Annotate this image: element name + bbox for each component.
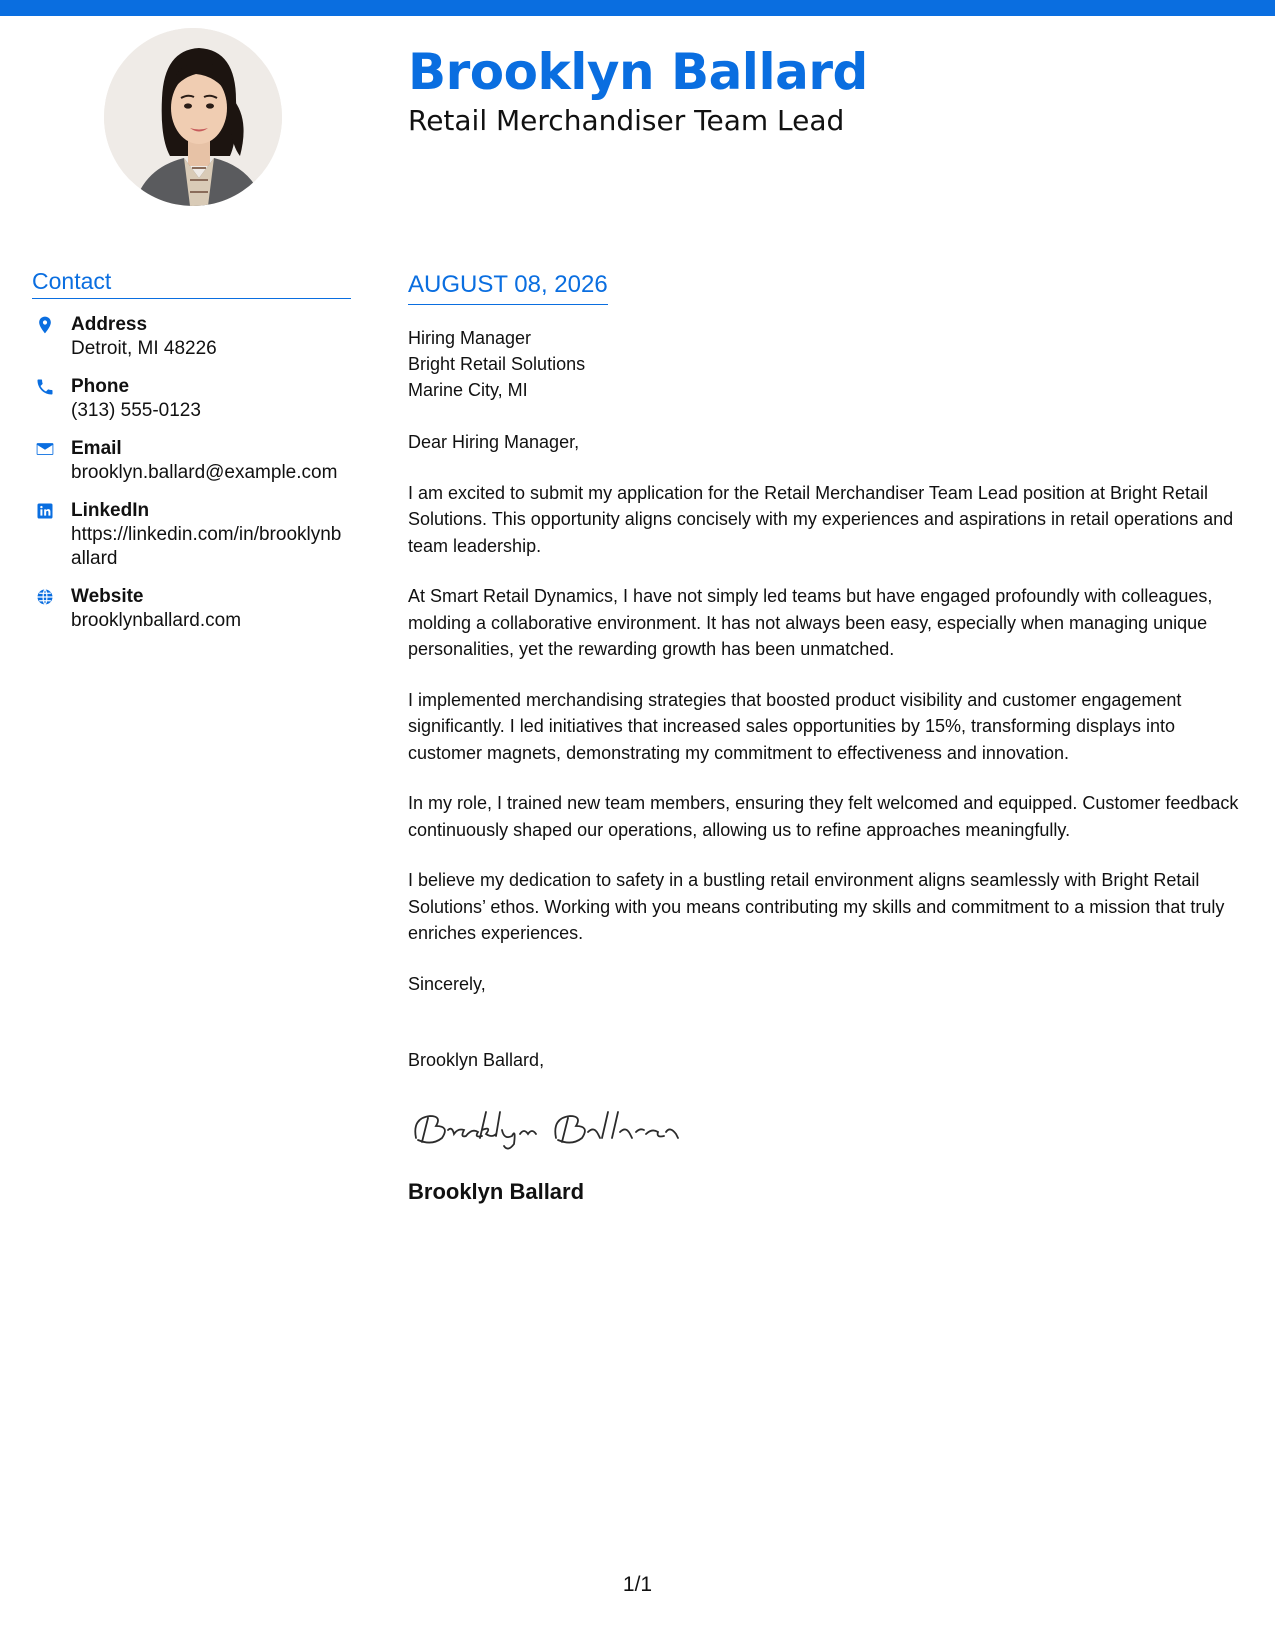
closing: Sincerely, [408, 973, 486, 994]
address-value: Detroit, MI 48226 [71, 338, 217, 359]
letter-paragraph: In my role, I trained new team members, ensuring they felt welcomed and equipped. Customer feedback continuously shaped our operations, allowing us to refine approaches meaningfully. [408, 793, 1239, 840]
email-value[interactable]: brooklyn.ballard@example.com [71, 462, 338, 483]
contact-label: Phone [71, 376, 130, 397]
phone-value[interactable]: (313) 555-0123 [71, 400, 201, 421]
letter-paragraph: I believe my dedication to safety in a bustling retail environment aligns seamlessly with Bright Retail Solutions’ ethos. Working with you means contributing my skills and commitment to a mission that truly enriches experiences. [408, 870, 1225, 943]
contact-item-phone [32, 375, 351, 423]
contact-section-title: Contact [32, 266, 351, 299]
contact-label: Address [71, 314, 148, 335]
letter-paragraph: I am excited to submit my application for the Retail Merchandiser Team Lead position at Bright Retail Solutions. This opportunity aligns concisely with my experiences and aspirations in retail operations and team leadership. [408, 482, 1234, 556]
contact-sidebar [32, 266, 351, 647]
recipient-line: Bright Retail Solutions [408, 354, 586, 374]
website-value[interactable]: brooklynballard.com [71, 610, 242, 631]
job-title: Retail Merchandiser Team Lead [408, 104, 845, 137]
contact-item-linkedin [32, 499, 351, 571]
recipient-line: Marine City, MI [408, 380, 528, 400]
candidate-name: Brooklyn Ballard [408, 43, 868, 101]
signer-name: Brooklyn Ballard [408, 1178, 585, 1204]
greeting: Dear Hiring Manager, [408, 432, 580, 452]
letter-paragraph: At Smart Retail Dynamics, I have not simply led teams but have engaged profoundly with colleagues, molding a collaborative environment. It has not always been easy, especially when managing unique personalities, yet the rewarding growth has been unmatched. [408, 586, 1213, 659]
signer-line: Brooklyn Ballard, [408, 1050, 545, 1070]
letter-body [408, 270, 1251, 1206]
map-pin-icon [35, 315, 55, 335]
phone-icon [35, 377, 55, 397]
profile-photo [104, 28, 282, 206]
contact-label: LinkedIn [71, 500, 150, 521]
email-icon [35, 439, 55, 459]
contact-item-website [32, 585, 351, 633]
top-accent-bar [0, 0, 1275, 16]
linkedin-icon [35, 501, 55, 521]
recipient-block [408, 325, 1251, 403]
letter-paragraph: I implemented merchandising strategies that boosted product visibility and customer engagement significantly. I led initiatives that increased sales opportunities by 15%, transforming displays into customer magnets, demonstrating my commitment to effectiveness and innovation. [408, 689, 1182, 763]
letter-date: AUGUST 08, 2026 [408, 270, 608, 305]
handwritten-signature [408, 1104, 688, 1152]
contact-item-email [32, 437, 351, 485]
globe-icon [35, 587, 55, 607]
contact-label: Email [71, 438, 122, 459]
contact-item-address [32, 313, 351, 361]
page-number: 1/1 [622, 1573, 653, 1596]
linkedin-value[interactable]: https://linkedin.com/in/brooklynballard [71, 524, 342, 569]
recipient-line: Hiring Manager [408, 328, 532, 348]
contact-label: Website [71, 586, 144, 607]
